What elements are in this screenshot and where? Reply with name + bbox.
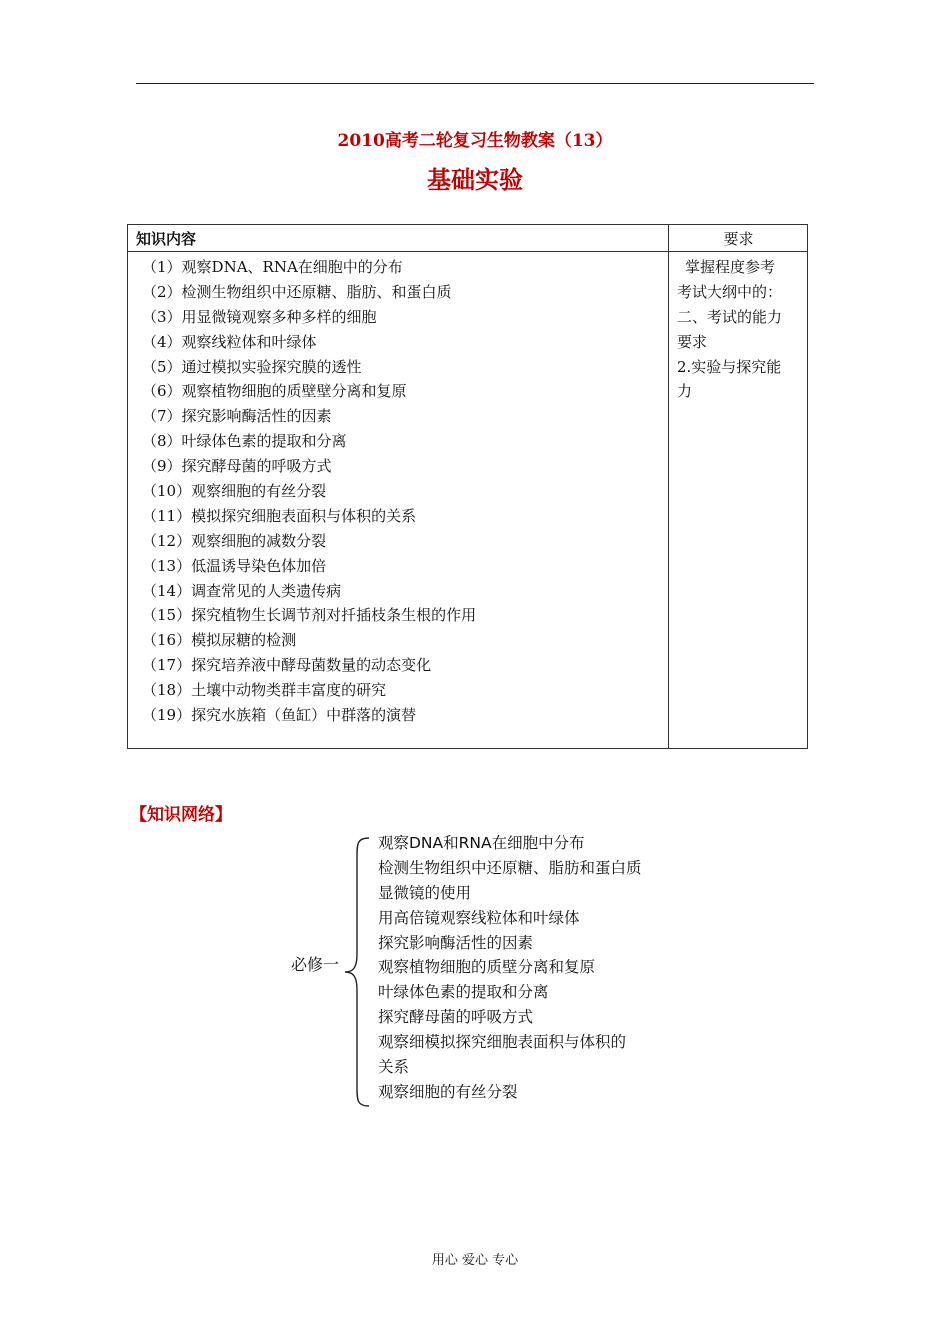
list-item: （9）探究酵母菌的呼吸方式 [142, 457, 332, 476]
knowledge-table [127, 224, 808, 749]
list-item: （18）土壤中动物类群丰富度的研究 [142, 681, 387, 700]
top-rule [136, 83, 814, 84]
network-item: 观察细胞的有丝分裂 [378, 1082, 518, 1101]
list-item: （16）模拟尿糖的检测 [142, 631, 297, 650]
network-item: 用高倍镜观察线粒体和叶绿体 [378, 908, 580, 927]
branch-label: 必修一 [291, 955, 340, 974]
network-item: 观察植物细胞的质壁分离和复原 [378, 958, 596, 977]
list-item: （14）调查常见的人类遗传病 [142, 581, 342, 600]
network-item: 检测生物组织中还原糖、脂肪和蛋白质 [378, 858, 642, 877]
requirement-line: 二、考试的能力 [677, 307, 783, 326]
list-item: （1）观察DNA、RNA在细胞中的分布 [142, 258, 403, 276]
network-item: 观察DNA和RNA在细胞中分布 [378, 834, 585, 852]
table-header-divider [128, 251, 807, 252]
list-item: （2）检测生物组织中还原糖、脂肪、和蛋白质 [142, 282, 452, 301]
list-item: （11）模拟探究细胞表面积与体积的关系 [142, 506, 417, 525]
network-item: 叶绿体色素的提取和分离 [378, 983, 549, 1002]
page-footer: 用心 爱心 专心 [431, 1253, 519, 1268]
list-item: （19）探究水族箱（鱼缸）中群落的演替 [142, 706, 417, 725]
network-item: 探究酵母菌的呼吸方式 [378, 1008, 534, 1027]
list-item: （13）低温诱导染色体加倍 [142, 556, 327, 575]
list-item: （12）观察细胞的减数分裂 [142, 531, 327, 550]
list-item: （8）叶绿体色素的提取和分离 [142, 432, 347, 451]
network-item: 观察细模拟探究细胞表面积与体积的 [378, 1033, 627, 1052]
list-item: （6）观察植物细胞的质壁壁分离和复原 [142, 382, 407, 401]
network-item: 显微镜的使用 [378, 883, 472, 902]
requirement-line: 2.实验与探究能 [677, 357, 782, 376]
requirement-line: 力 [677, 382, 693, 401]
knowledge-network-heading: 【知识网络】 [130, 805, 232, 825]
requirement-line: 要求 [677, 332, 708, 351]
table-column-divider [668, 225, 669, 748]
requirement-line: 掌握程度参考 [685, 258, 776, 276]
list-item: （5）通过模拟实验探究膜的透性 [142, 357, 362, 376]
list-item: （3）用显微镜观察多种多样的细胞 [142, 307, 377, 326]
list-item: （15）探究植物生长调节剂对扦插枝条生根的作用 [142, 606, 477, 625]
network-item: 探究影响酶活性的因素 [378, 933, 534, 952]
requirement-text [677, 255, 801, 404]
table-header-requirement: 要求 [723, 230, 754, 248]
table-header-content: 知识内容 [136, 230, 197, 248]
network-item: 关系 [378, 1058, 410, 1077]
requirement-line: 考试大纲中的： [677, 282, 783, 301]
list-item: （10）观察细胞的有丝分裂 [142, 482, 327, 501]
document-subtitle: 2010高考二轮复习生物教案（13） [337, 131, 613, 151]
experiment-list [142, 255, 476, 728]
document-title: 基础实验 [427, 166, 523, 194]
list-item: （17）探究培养液中酵母菌数量的动态变化 [142, 656, 432, 675]
curly-brace-icon [343, 836, 371, 1108]
list-item: （4）观察线粒体和叶绿体 [142, 332, 317, 351]
network-list [378, 831, 642, 1105]
list-item: （7）探究影响酶活性的因素 [142, 407, 332, 426]
